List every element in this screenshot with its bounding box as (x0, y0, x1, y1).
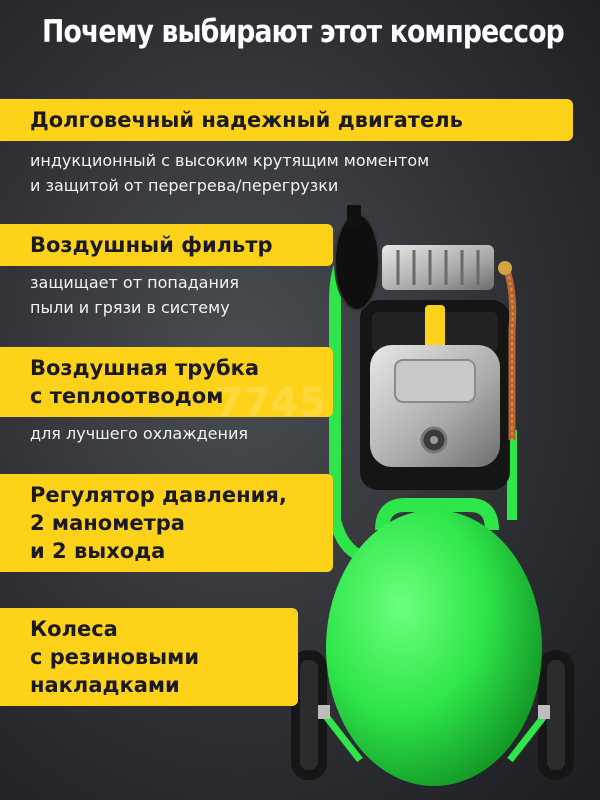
feature-heading-line: накладками (30, 673, 180, 697)
feature-heading-pressure-regulator (0, 474, 333, 572)
feature-description-line: пыли и грязи в систему (30, 298, 230, 317)
feature-description-line: для лучшего охлаждения (30, 424, 249, 443)
feature-heading-line: Колеса (30, 617, 118, 641)
feature-heading-line: Воздушная трубка (30, 356, 260, 380)
feature-heading-motor (0, 99, 573, 141)
feature-description-line: защищает от попадания (30, 273, 239, 292)
feature-heading-line: Воздушный фильтр (30, 233, 273, 257)
feature-heading-air-filter (0, 224, 333, 266)
watermark: 7745 (215, 380, 327, 426)
feature-heading-line: 2 манометра (30, 511, 185, 535)
feature-heading-line: с резиновыми (30, 645, 200, 669)
feature-description-air-filter (30, 270, 239, 320)
feature-heading-line: и 2 выхода (30, 539, 166, 563)
feature-heading-line: с теплоотводом (30, 384, 224, 408)
feature-heading-line: Долговечный надежный двигатель (30, 108, 463, 132)
feature-description-line: индукционный с высоким крутящим моментом (30, 151, 430, 170)
feature-heading-line: Регулятор давления, (30, 483, 287, 507)
page-title: Почему выбирают этот компрессор (42, 14, 564, 50)
feature-description-motor (30, 148, 429, 198)
feature-heading-wheels (0, 608, 298, 706)
feature-description-line: и защитой от перегрева/перегрузки (30, 176, 339, 195)
